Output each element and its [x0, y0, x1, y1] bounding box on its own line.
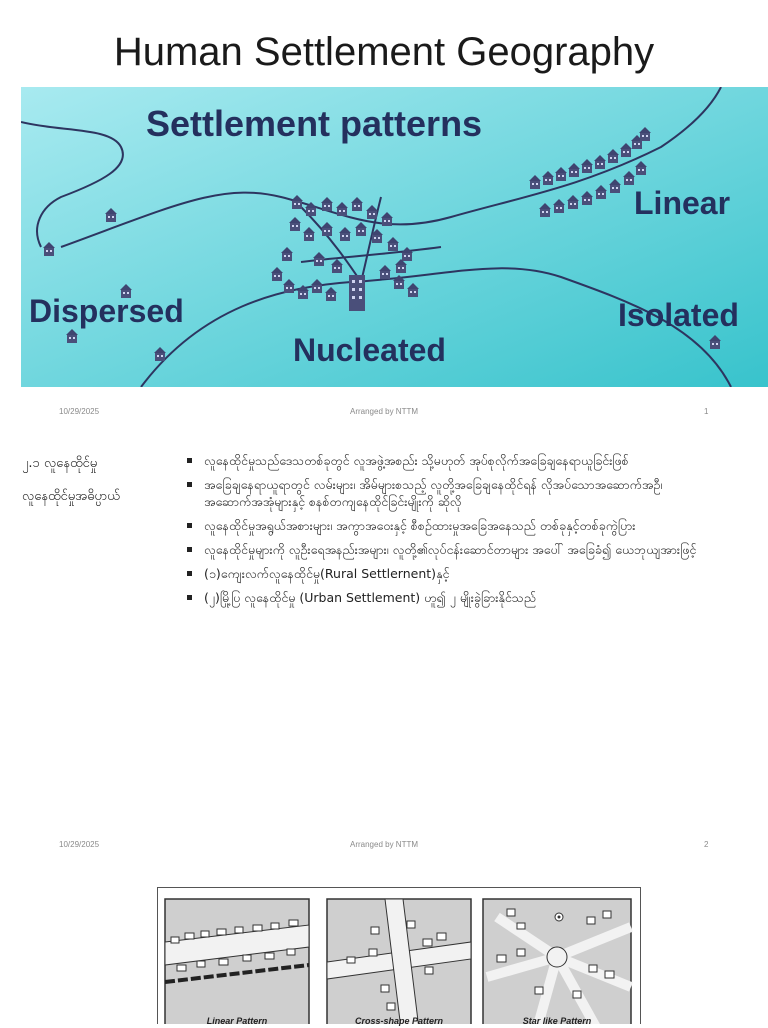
label-isolated: Isolated — [618, 297, 739, 333]
caption-star-like-pattern: Star like Pattern — [522, 1016, 592, 1026]
footer-date: 10/29/2025 — [59, 840, 100, 849]
bullet-item: (၁)ကျေးလက်လူနေထိုင်မှု(Rural Settlernent)နှင့် — [186, 565, 731, 582]
footer-page-number: 1 — [704, 407, 709, 416]
linear-pattern-diagram — [165, 899, 309, 1024]
settlement-pattern-diagrams — [157, 887, 641, 1024]
slide-heading — [22, 447, 172, 513]
footer-date: 10/29/2025 — [59, 407, 100, 416]
banner-heading: Settlement patterns — [146, 103, 483, 144]
footer-author: Arranged by NTTM — [349, 840, 419, 849]
bullet-item: လူနေထိုင်မှုအရွယ်အစားများ၊ အကွာအဝေးနှင့် စီစဉ်ထားမှုအခြေအနေသည် တစ်ခုနှင့်တစ်ခုကွဲပြား — [186, 517, 731, 534]
bullet-item: လူနေထိုင်မှုသည်ဒေသတစ်ခုတွင် လူအဖွဲ့အစည်း သို့မဟုတ် အုပ်စုလိုက်အခြေချနေရာယူခြင်းဖြစ် — [186, 452, 731, 469]
bullet-item: (၂)မြို့ပြ လူနေထိုင်မှု (Urban Settlement) ဟူ၍ ၂ မျိုးခွဲခြားနိုင်သည် — [186, 589, 731, 606]
caption-linear-pattern: Linear Pattern — [206, 1016, 268, 1026]
footer-page-number: 2 — [704, 840, 709, 849]
slide-heading-line: ၂.၁ လူနေထိုင်မှု — [22, 456, 98, 471]
settlement-patterns-banner — [21, 87, 768, 387]
label-nucleated: Nucleated — [293, 332, 446, 368]
cross-shape-pattern-diagram — [327, 899, 471, 1024]
slide-heading-line: လူနေထိုင်မှုအဓိပ္ပာယ် — [22, 489, 120, 504]
bullet-item: အခြေချနေရာယူရာတွင် လမ်းများ၊ အိမ်များစသည့် လူတို့အခြေချနေထိုင်ရန် လိုအပ်သောအဆောက်အဦ၊ အဆောက်အအုံများနှင့် စနစ်တကျနေထိုင်ခြင်းမျိုးကို ဆိုလို — [186, 476, 731, 510]
bullet-list — [186, 452, 731, 613]
caption-cross-shape-pattern: Cross-shape Pattern — [354, 1016, 444, 1026]
label-linear: Linear — [634, 185, 731, 221]
slide-1-footer — [0, 407, 768, 421]
star-like-pattern-diagram — [483, 899, 631, 1024]
bullet-item: လူနေထိုင်မှုများကို လူဦးရေအနည်းအများ၊ လူတို့၏လုပ်ငန်းဆောင်တာများ အပေါ် အခြေခံ၍ ယေဘုယျအားဖြင့် — [186, 541, 731, 558]
slide-title: Human Settlement Geography — [113, 30, 655, 74]
footer-author: Arranged by NTTM — [349, 407, 419, 416]
slide-2-footer — [0, 840, 768, 854]
label-dispersed: Dispersed — [29, 293, 184, 329]
